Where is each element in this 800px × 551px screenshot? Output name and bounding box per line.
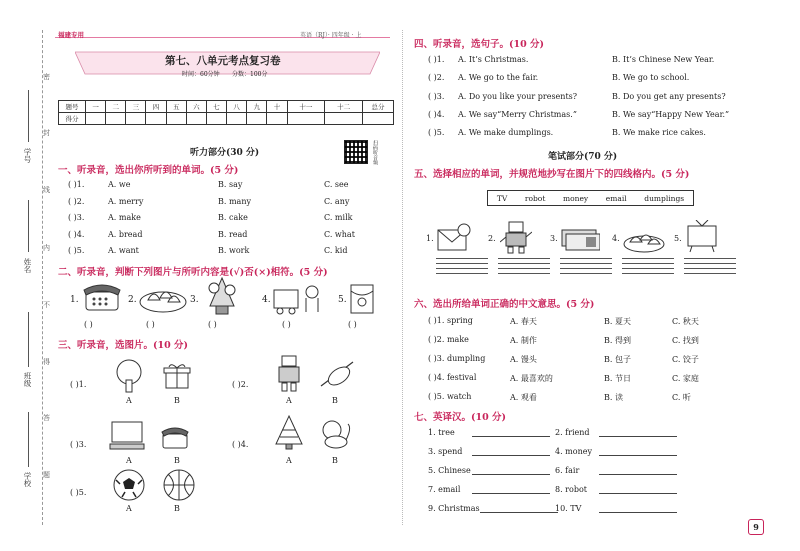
option-c: C. 家庭 xyxy=(672,374,699,383)
item-number: 1. xyxy=(426,234,434,243)
score-cell[interactable] xyxy=(86,113,106,125)
option-a: A. 春天 xyxy=(510,317,537,326)
item-number: 1. xyxy=(70,295,79,305)
item-number: 2. xyxy=(488,234,496,243)
option-b: B. many xyxy=(218,197,251,206)
name-label: 姓名 xyxy=(23,258,32,273)
answer-blank[interactable]: ( )5. xyxy=(428,128,445,137)
seal-char: 线 xyxy=(43,186,50,194)
option-a: A xyxy=(286,456,292,465)
option-a: A. 最喜欢的 xyxy=(510,374,553,383)
option-a: A. We go to the fair. xyxy=(458,73,539,82)
list-item: 2. friend xyxy=(555,428,677,437)
score-cell[interactable] xyxy=(146,113,166,125)
answer-blank[interactable]: ( )3. xyxy=(428,92,445,101)
list-item: 1. tree xyxy=(428,428,550,437)
item-number: 2. xyxy=(128,295,137,305)
seal-char: 答 xyxy=(43,414,50,422)
answer-blank[interactable]: ( )1. xyxy=(68,180,85,189)
money-icon xyxy=(560,228,600,252)
option-b: B. say xyxy=(218,180,243,189)
dumplings-plate-icon xyxy=(138,280,188,314)
school-label: 学校 xyxy=(23,472,32,487)
table-cell: 题号 xyxy=(59,101,86,113)
festival-decoration-icon xyxy=(200,276,244,316)
option-a: A. 观看 xyxy=(510,393,537,402)
item-number: 4. xyxy=(262,295,271,305)
table-cell: 八 xyxy=(227,101,247,113)
list-item xyxy=(68,246,84,255)
option-b: B. work xyxy=(218,246,250,255)
page-number: 9 xyxy=(748,519,764,535)
answer-blank[interactable]: ( ) xyxy=(84,320,93,329)
answer-line[interactable] xyxy=(472,435,550,437)
option-b: B. 得到 xyxy=(604,336,631,345)
robot-icon xyxy=(500,220,532,254)
answer-line[interactable] xyxy=(599,435,677,437)
option-a: A xyxy=(126,456,132,465)
list-item: 3. spend xyxy=(428,447,550,456)
basketball-icon xyxy=(162,468,196,502)
answer-blank[interactable]: ( ) xyxy=(208,320,217,329)
option-b: B xyxy=(174,504,180,513)
section4-title: 四、听录音，选句子。(10 分) xyxy=(414,39,545,50)
table-cell: 二 xyxy=(106,101,126,113)
answer-line[interactable] xyxy=(599,511,677,513)
answer-blank[interactable]: ( )5. watch xyxy=(428,392,472,401)
answer-blank[interactable]: ( )2. make xyxy=(428,335,469,344)
option-a: A. Do you like your presents? xyxy=(458,92,578,101)
score-cell[interactable] xyxy=(267,113,287,125)
option-b: B. 夏天 xyxy=(604,317,631,326)
answer-blank[interactable]: ( )4. festival xyxy=(428,373,477,382)
answer-line[interactable] xyxy=(472,492,550,494)
score-cell[interactable] xyxy=(363,113,394,125)
list-item xyxy=(68,230,84,239)
option-c: C. see xyxy=(324,180,349,189)
table-cell: 得分 xyxy=(59,113,86,125)
option-b: B xyxy=(174,396,180,405)
option-b: B xyxy=(174,456,180,465)
word-bank-item: money xyxy=(563,193,589,203)
table-cell: 三 xyxy=(126,101,146,113)
option-b: B. It’s Chinese New Year. xyxy=(612,55,715,64)
robot-icon xyxy=(276,354,302,392)
answer-blank[interactable]: ( )1. xyxy=(70,380,87,389)
word-bank-item: dumplings xyxy=(644,193,685,203)
book-subtitle: 英语（RJ）· 四年级 · 上 xyxy=(300,32,362,39)
option-c: C. 找到 xyxy=(672,336,699,345)
score-table-score-row xyxy=(59,113,394,125)
seal-char: 封 xyxy=(43,129,50,137)
answer-blank[interactable]: ( )2. xyxy=(232,380,249,389)
section2-title: 二、听录音，判断下列图片与所听内容是(√)否(×)相符。(5 分) xyxy=(58,267,328,278)
tree-icon xyxy=(112,358,146,394)
option-c: C. what xyxy=(324,230,355,239)
answer-blank[interactable]: ( )3. xyxy=(70,440,87,449)
dumplings-icon xyxy=(622,226,666,254)
telephone-b-icon xyxy=(160,424,190,450)
shopping-fair-icon xyxy=(272,282,328,316)
option-a: A xyxy=(286,396,292,405)
score-table-header-row xyxy=(59,101,394,113)
option-a: A xyxy=(126,504,132,513)
list-item: 6. fair xyxy=(555,466,677,475)
answer-blank[interactable]: ( )5. xyxy=(70,488,87,497)
item-number: 5. xyxy=(338,295,347,305)
answer-blank[interactable]: ( )5. xyxy=(68,246,85,255)
word-bank xyxy=(487,190,694,206)
answer-line[interactable] xyxy=(472,454,550,456)
page-title: 第七、八单元考点复习卷 xyxy=(165,55,281,67)
option-b: B. We make rice cakes. xyxy=(612,128,706,137)
section7-title: 七、英译汉。(10 分) xyxy=(414,412,507,423)
score-cell[interactable] xyxy=(227,113,247,125)
written-heading: 笔试部分(70 分) xyxy=(548,152,618,162)
score-cell[interactable] xyxy=(247,113,267,125)
student-id-label: 学号 xyxy=(23,148,32,163)
table-cell: 六 xyxy=(186,101,206,113)
table-cell: 总分 xyxy=(363,101,394,113)
score-cell[interactable] xyxy=(166,113,186,125)
listening-heading: 听力部分(30 分) xyxy=(190,148,260,158)
table-cell: 五 xyxy=(166,101,186,113)
answer-blank[interactable]: ( )1. spring xyxy=(428,316,473,325)
option-a: A. 制作 xyxy=(510,336,537,345)
list-item: 4. money xyxy=(555,447,677,456)
item-number: 4. xyxy=(612,234,620,243)
answer-line[interactable] xyxy=(472,473,550,475)
table-cell: 十二 xyxy=(325,101,363,113)
section3-title: 三、听录音，选图片。(10 分) xyxy=(58,340,189,351)
answer-blank[interactable]: ( )3. dumpling xyxy=(428,354,486,363)
option-b: B xyxy=(332,396,338,405)
answer-line[interactable] xyxy=(599,454,677,456)
option-a: A. merry xyxy=(108,197,144,206)
monkey-icon xyxy=(318,418,352,450)
option-a: A. bread xyxy=(108,230,143,239)
computer-icon xyxy=(108,420,148,450)
option-b: B. 节日 xyxy=(604,374,631,383)
section6-title: 六、选出所给单词正确的中文意思。(5 分) xyxy=(414,299,595,310)
tv-icon xyxy=(684,220,720,254)
option-c: C. kid xyxy=(324,246,348,255)
answer-blank[interactable]: ( )3. xyxy=(68,213,85,222)
option-a: A. we xyxy=(108,180,131,189)
four-line-grid[interactable] xyxy=(436,258,488,276)
answer-blank[interactable]: ( )4. xyxy=(68,230,85,239)
christmas-tree-icon xyxy=(272,414,306,450)
option-b: B. Do you get any presents? xyxy=(612,92,726,101)
item-number: 3. xyxy=(550,234,558,243)
option-a: A. 馒头 xyxy=(510,355,537,364)
table-cell: 十 xyxy=(267,101,287,113)
answer-line[interactable] xyxy=(480,511,558,513)
option-a: A. We say“Merry Christmas.” xyxy=(458,110,577,119)
answer-line[interactable] xyxy=(599,473,677,475)
section5-title: 五、选择相应的单词，并规范地抄写在图片下的四线格内。(5 分) xyxy=(414,169,690,180)
list-item xyxy=(68,197,84,206)
answer-blank[interactable]: ( )4. xyxy=(428,110,445,119)
word-bank-item: robot xyxy=(524,193,546,203)
option-b: B. cake xyxy=(218,213,248,222)
four-line-grid[interactable] xyxy=(684,258,736,276)
option-c: C. 听 xyxy=(672,393,691,402)
table-cell: 七 xyxy=(206,101,226,113)
answer-line[interactable] xyxy=(599,492,677,494)
seal-char: 内 xyxy=(43,244,50,252)
score-table xyxy=(58,100,394,125)
option-c: C. any xyxy=(324,197,350,206)
option-b: B xyxy=(332,456,338,465)
section1-title: 一、听录音，选出你所听到的单词。(5 分) xyxy=(58,165,239,176)
table-cell: 十一 xyxy=(287,101,325,113)
list-item: 9. Christmas xyxy=(428,504,558,513)
option-a: A. want xyxy=(108,246,139,255)
telephone-icon xyxy=(80,282,122,314)
option-c: C. milk xyxy=(324,213,353,222)
fold-line xyxy=(402,30,404,525)
four-line-grid[interactable] xyxy=(560,258,612,276)
table-cell: 一 xyxy=(86,101,106,113)
answer-blank[interactable]: ( ) xyxy=(146,320,155,329)
score-cell[interactable] xyxy=(287,113,325,125)
class-label: 班级 xyxy=(23,372,32,387)
list-item: 5. Chinese xyxy=(428,466,550,475)
football-icon xyxy=(112,468,146,502)
violin-icon xyxy=(317,358,357,390)
score-cell[interactable] xyxy=(325,113,363,125)
option-b: B. We go to school. xyxy=(612,73,690,82)
seal-char: 密 xyxy=(43,73,50,81)
list-item xyxy=(68,213,84,222)
score-cell[interactable] xyxy=(126,113,146,125)
option-b: B. We say“Happy New Year.” xyxy=(612,110,730,119)
four-line-grid[interactable] xyxy=(498,258,550,276)
answer-blank[interactable]: ( )2. xyxy=(428,73,445,82)
item-number: 3. xyxy=(190,295,199,305)
option-c: C. 饺子 xyxy=(672,355,699,364)
answer-blank[interactable]: ( )4. xyxy=(232,440,249,449)
list-item: 10. TV xyxy=(555,504,677,513)
option-b: B. 读 xyxy=(604,393,623,402)
word-bank-item: email xyxy=(605,193,627,203)
answer-blank[interactable]: ( )2. xyxy=(68,197,85,206)
score-cell[interactable] xyxy=(206,113,226,125)
option-a: A. make xyxy=(108,213,141,222)
score-cell[interactable] xyxy=(186,113,206,125)
seal-char: 不 xyxy=(43,301,50,309)
option-a: A. It’s Christmas. xyxy=(458,55,529,64)
exam-score: 分数：100分 xyxy=(232,71,268,78)
region-tag: 福建专用 xyxy=(58,31,84,39)
four-line-grid[interactable] xyxy=(622,258,674,276)
option-a: A. We make dumplings. xyxy=(458,128,554,137)
option-c: C. 秋天 xyxy=(672,317,699,326)
email-icon xyxy=(436,222,474,252)
qr-label: 扫码听音频 xyxy=(372,140,378,165)
gift-box-icon xyxy=(163,362,191,390)
answer-blank[interactable]: ( )1. xyxy=(428,55,445,64)
list-item: 7. email xyxy=(428,485,550,494)
answer-blank[interactable]: ( ) xyxy=(282,320,291,329)
table-cell: 四 xyxy=(146,101,166,113)
item-number: 5. xyxy=(674,234,682,243)
exam-time: 时间：60分钟 xyxy=(182,71,220,78)
seal-char: 题 xyxy=(43,471,50,479)
option-b: B. 包子 xyxy=(604,355,631,364)
option-b: B. read xyxy=(218,230,248,239)
qr-code[interactable] xyxy=(344,140,368,164)
answer-blank[interactable]: ( ) xyxy=(348,320,357,329)
word-bank-item: TV xyxy=(496,193,508,203)
option-a: A xyxy=(126,396,132,405)
list-item: 8. robot xyxy=(555,485,677,494)
red-envelope-icon xyxy=(348,283,378,315)
seal-char: 得 xyxy=(43,358,50,366)
score-cell[interactable] xyxy=(106,113,126,125)
list-item xyxy=(68,180,84,189)
table-cell: 九 xyxy=(247,101,267,113)
